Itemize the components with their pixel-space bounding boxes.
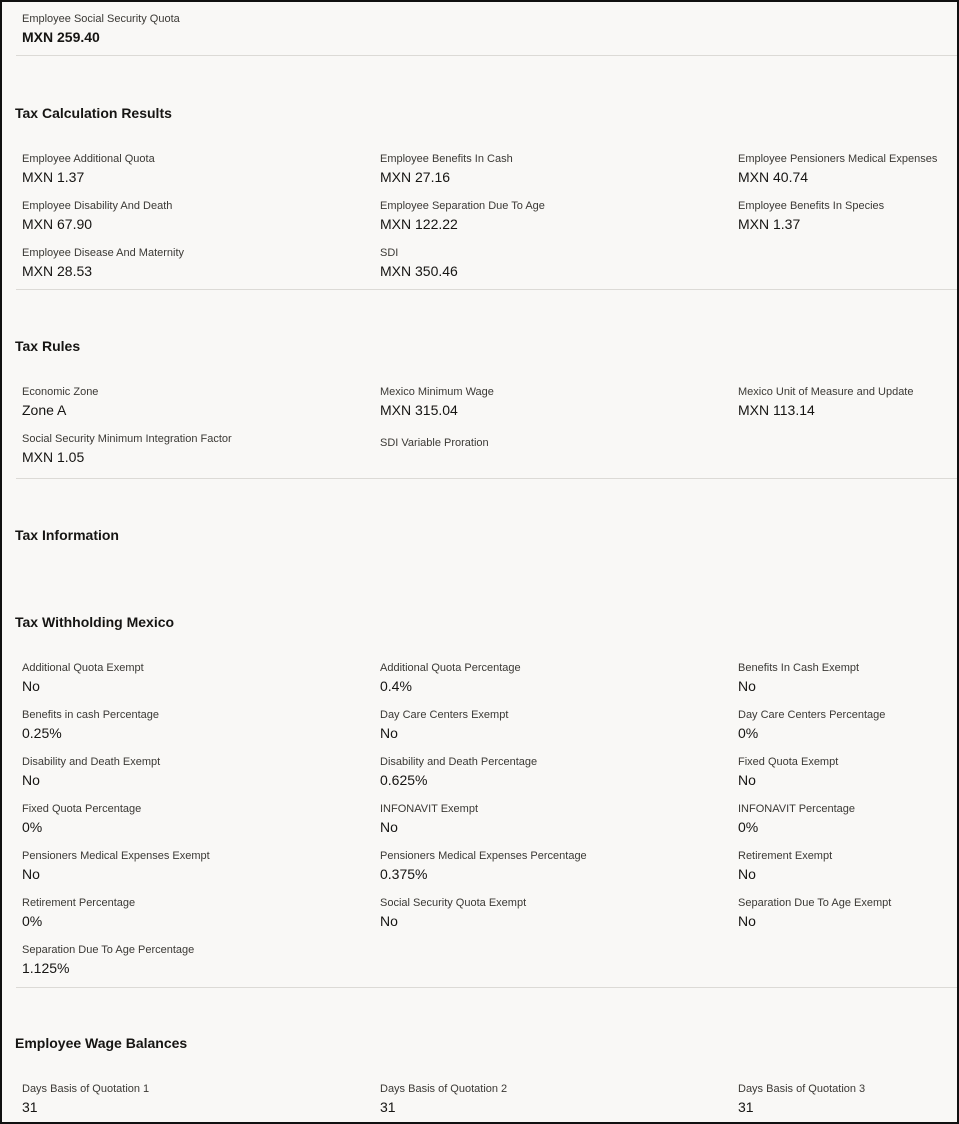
field-label: Mexico Minimum Wage xyxy=(380,386,494,398)
field-employee-social-security-quota xyxy=(22,12,362,46)
field-label: Employee Additional Quota xyxy=(22,153,155,165)
field-infonavit-percentage xyxy=(738,802,959,836)
field-value: MXN 259.40 xyxy=(22,29,100,45)
field-label: SDI xyxy=(380,247,399,259)
field-value: 0% xyxy=(22,913,43,929)
field-label: INFONAVIT Exempt xyxy=(380,803,479,815)
field-label: Employee Benefits In Species xyxy=(738,200,885,212)
field-disability-and-death-percentage xyxy=(380,755,720,789)
field-infonavit-exempt xyxy=(380,802,720,836)
field-value: 0.25% xyxy=(22,725,62,741)
field-value: 0% xyxy=(738,819,759,835)
field-retirement-exempt xyxy=(738,849,959,883)
divider xyxy=(16,289,957,290)
field-value: No xyxy=(22,866,40,882)
field-value: 1.125% xyxy=(22,960,70,976)
field-value: 31 xyxy=(738,1099,754,1115)
field-value: MXN 1.05 xyxy=(22,449,85,465)
field-benefits-in-cash-percentage xyxy=(22,708,362,742)
field-benefits-in-cash-exempt xyxy=(738,661,959,695)
field-label: Fixed Quota Percentage xyxy=(22,803,142,815)
field-value: No xyxy=(738,866,756,882)
section-title-employee-wage-balances: Employee Wage Balances xyxy=(15,1035,188,1051)
divider xyxy=(16,478,957,479)
field-ss-minimum-integration-factor xyxy=(22,432,362,466)
field-sdi-variable-proration xyxy=(380,436,720,452)
field-value: MXN 315.04 xyxy=(380,402,458,418)
field-label: Day Care Centers Exempt xyxy=(380,709,509,721)
field-value: 31 xyxy=(380,1099,396,1115)
field-mexico-minimum-wage xyxy=(380,385,720,419)
field-employee-benefits-in-species xyxy=(738,199,959,233)
field-value: No xyxy=(738,678,756,694)
field-value: No xyxy=(738,772,756,788)
field-fixed-quota-percentage xyxy=(22,802,362,836)
field-label: Employee Disease And Maternity xyxy=(22,247,185,259)
field-value: Zone A xyxy=(22,402,67,418)
field-days-basis-quotation-2 xyxy=(380,1082,720,1116)
field-value: MXN 28.53 xyxy=(22,263,93,279)
field-value: No xyxy=(22,678,40,694)
section-title-tax-withholding-mexico: Tax Withholding Mexico xyxy=(15,614,175,630)
field-label: Benefits In Cash Exempt xyxy=(738,662,860,674)
field-value: No xyxy=(380,913,398,929)
field-value: MXN 113.14 xyxy=(738,402,815,418)
field-value: 31 xyxy=(22,1099,38,1115)
field-value: 0.4% xyxy=(380,678,412,694)
field-additional-quota-exempt xyxy=(22,661,362,695)
field-day-care-centers-exempt xyxy=(380,708,720,742)
field-label: Fixed Quota Exempt xyxy=(738,756,839,768)
field-value: MXN 350.46 xyxy=(380,263,458,279)
divider xyxy=(16,987,957,988)
section-title-tax-calculation-results: Tax Calculation Results xyxy=(15,105,172,121)
field-label: Retirement Percentage xyxy=(22,897,136,909)
field-fixed-quota-exempt xyxy=(738,755,959,789)
field-employee-additional-quota xyxy=(22,152,362,186)
field-label: Pensioners Medical Expenses Exempt xyxy=(22,850,210,862)
section-title-tax-information: Tax Information xyxy=(15,527,119,543)
field-label: Social Security Quota Exempt xyxy=(380,897,527,909)
field-label: Employee Social Security Quota xyxy=(22,13,180,25)
field-label: Pensioners Medical Expenses Percentage xyxy=(380,850,587,862)
field-mexico-unit-of-measure xyxy=(738,385,959,419)
field-label: Employee Pensioners Medical Expenses xyxy=(738,153,938,165)
field-label: Additional Quota Percentage xyxy=(380,662,521,674)
divider xyxy=(16,55,957,56)
field-label: Separation Due To Age Percentage xyxy=(22,944,195,956)
field-value: MXN 27.16 xyxy=(380,169,451,185)
field-value: MXN 67.90 xyxy=(22,216,93,232)
field-employee-benefits-in-cash xyxy=(380,152,720,186)
field-disability-and-death-exempt xyxy=(22,755,362,789)
field-pensioners-medical-expenses-percentage xyxy=(380,849,720,883)
field-days-basis-quotation-3 xyxy=(738,1082,959,1116)
field-value: 0% xyxy=(738,725,759,741)
field-value: No xyxy=(380,725,398,741)
field-label: Employee Disability And Death xyxy=(22,200,173,212)
field-employee-pensioners-medical-expenses xyxy=(738,152,959,186)
field-label: Days Basis of Quotation 1 xyxy=(22,1083,150,1095)
field-value: MXN 122.22 xyxy=(380,216,458,232)
field-value: No xyxy=(738,913,756,929)
field-value: 0.375% xyxy=(380,866,428,882)
field-label: Days Basis of Quotation 2 xyxy=(380,1083,508,1095)
field-label: Retirement Exempt xyxy=(738,850,833,862)
field-social-security-quota-exempt xyxy=(380,896,720,930)
field-label: Additional Quota Exempt xyxy=(22,662,144,674)
field-label: Days Basis of Quotation 3 xyxy=(738,1083,866,1095)
field-pensioners-medical-expenses-exempt xyxy=(22,849,362,883)
field-label: Day Care Centers Percentage xyxy=(738,709,886,721)
section-title-tax-rules: Tax Rules xyxy=(15,338,81,354)
field-label: Benefits in cash Percentage xyxy=(22,709,159,721)
field-employee-disability-and-death xyxy=(22,199,362,233)
field-additional-quota-percentage xyxy=(380,661,720,695)
field-sdi xyxy=(380,246,720,280)
field-days-basis-quotation-1 xyxy=(22,1082,362,1116)
field-label: Separation Due To Age Exempt xyxy=(738,897,892,909)
field-label: Economic Zone xyxy=(22,386,99,398)
field-label: Disability and Death Percentage xyxy=(380,756,538,768)
field-label: INFONAVIT Percentage xyxy=(738,803,855,815)
field-label: Employee Benefits In Cash xyxy=(380,153,513,165)
field-economic-zone xyxy=(22,385,362,419)
field-label: Mexico Unit of Measure and Update xyxy=(738,386,914,398)
field-retirement-percentage xyxy=(22,896,362,930)
field-value: MXN 1.37 xyxy=(738,216,801,232)
field-separation-due-to-age-percentage xyxy=(22,943,362,977)
field-day-care-centers-percentage xyxy=(738,708,959,742)
field-label: Social Security Minimum Integration Factor xyxy=(22,433,232,445)
field-value: No xyxy=(380,819,398,835)
field-label: SDI Variable Proration xyxy=(380,437,489,449)
field-value: No xyxy=(22,772,40,788)
field-value: 0.625% xyxy=(380,772,428,788)
field-label: Disability and Death Exempt xyxy=(22,756,161,768)
field-value: MXN 1.37 xyxy=(22,169,85,185)
field-separation-due-to-age-exempt xyxy=(738,896,959,930)
field-value: MXN 40.74 xyxy=(738,169,809,185)
field-employee-separation-due-to-age xyxy=(380,199,720,233)
field-value: 0% xyxy=(22,819,43,835)
field-employee-disease-and-maternity xyxy=(22,246,362,280)
field-label: Employee Separation Due To Age xyxy=(380,200,545,212)
